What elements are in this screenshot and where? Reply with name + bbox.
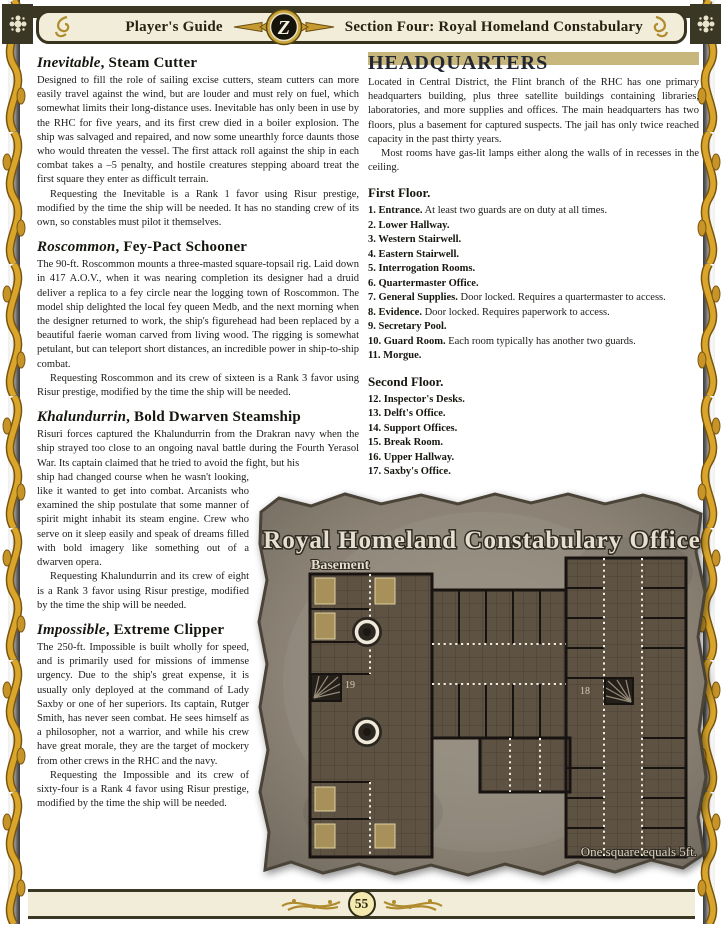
list-item [368,465,699,480]
body-paragraph: The 250-ft. Impossible is built wholly for speed, and is primarily used for missions of immense urgency. Due to the ship's great expense, it is usually only deployed at the command of Lady Saxby or one of her superiors. Its captain, Rutger Smith, has never seen combat. He sees himself as a philosopher, not a warrior, and while his crew have great morale, they are the target of mockery from other crews in the RHC and the navy. [37,641,249,767]
second-floor-list [368,393,699,480]
body-paragraph: Located in Central District, the Flint branch of the RHC has one primary headquarters building, plus three satellite buildings containing libraries, laboratories, and more supplies and offices. The main headquarters has two floors, plus a basement for captured suspects. The jail has only twice reached capacity in the past thirty years. [368,77,699,145]
list-item [368,219,699,234]
list-item [368,335,699,350]
body-paragraph: Most rooms have gas-lit lamps either along the walls of in recesses in the ceiling. [368,148,699,174]
ship-name: Khalundurrin [37,409,127,426]
room-desc: Each room typically has another two guards. [445,335,636,347]
body-paragraph: Requesting the Inevitable is a Rank 1 favor using Risur prestige, modified by the time the ship will be needed. It has no standing crew of its own, so constables must pilot it themselves. [37,188,359,229]
floral-cluster-icon [696,14,716,34]
room-desc: Door locked. Requires paperwork to access. [421,306,610,318]
list-item [368,422,699,437]
body-paragraph: The 90-ft. Roscommon mounts a three-masted square-topsail rig. Laid down in 417 A.O.V., when it was nearing completion its designer had a druid deliver a replica to a fey circle near the logging town of Roscommon. The model ship delighted the local fey queen Medb, and the next morning when the designer returned to work, the ship's figurehead had been replaced by a beautiful faerie woman carved from living wood. The rigging is somewhat petulant, but can teleport short distances, an incredible power in ship-to-ship combat. [37,259,359,370]
body-paragraph: Requesting Khalundurrin and its crew of eight is a Rank 3 favor using Risur prestige, modified by the time the ship will be needed. [37,571,249,611]
body-paragraph: ship had changed course when he wasn't looking, like it wanted to get into combat. Arcanists who examined the ship postulate that some manner of spirit might inhabit its steam engine. Crew who serve on it sleep easily and speak of dreams filled with bold imagery like something out of a dwarven opera. [37,471,249,569]
second-floor-heading: Second Floor. [368,373,444,389]
map-title: Royal Homeland Constabulary Office [263,527,701,554]
list-item [368,320,699,335]
room-label: 5. Interrogation Rooms. [368,263,476,275]
map-scale-note: One square equals 5ft. [580,844,697,859]
page-footer [28,889,695,919]
first-floor-list [368,204,699,364]
section-heading-inevitable [37,55,359,72]
room-number-19: 19 [345,680,355,691]
room-label: 16. Upper Hallway. [368,451,455,463]
room-label: 8. Evidence. [368,306,422,318]
body-paragraph: Requesting Roscommon and its crew of sixteen is a Rank 3 favor using Risur prestige, modified by the time the ship will be needed. [37,372,359,399]
section-heading-roscommon [37,239,359,256]
room-desc: At least two guards are on duty at all times. [422,205,608,217]
round-feature [352,617,382,647]
ship-name: Inevitable [37,55,101,71]
list-item [368,291,699,306]
list-item [368,248,699,263]
room-number-18: 18 [580,686,590,697]
header-banner [36,10,687,44]
text-wrap-beside-map [37,471,249,811]
basement-floorplan-map [253,482,712,888]
ship-name: Roscommon [37,239,116,256]
ship-type: , Steam Cutter [100,55,198,71]
laurel-flourish-icon [280,894,344,914]
room-label: 10. Guard Room. [368,335,446,347]
room-label: 3. Western Stairwell. [368,234,462,246]
ship-type: , Fey-Pact Schooner [115,239,248,256]
stairwell-east [605,678,633,704]
section-heading-khalundurrin [37,409,359,426]
banner-left-title: Player's Guide [125,18,223,35]
list-item [368,277,699,292]
room-label: 6. Quartermaster Office. [368,277,479,289]
list-item [368,204,699,219]
round-feature [352,717,382,747]
list-item [368,393,699,408]
right-column [368,52,699,480]
curl-ornament-icon [53,14,71,40]
page-number: 55 [354,896,369,911]
room-label: 17. Saxby's Office. [368,466,451,478]
section-heading-impossible [37,622,249,639]
headquarters-heading: HEADQUARTERS [368,52,699,74]
floorplan-illustration [253,482,712,882]
room-label: 12. Inspector's Desks. [368,393,465,405]
first-floor-heading: First Floor. [368,185,431,201]
curl-ornament-icon [652,14,670,40]
room-label: 2. Lower Hallway. [368,219,450,231]
room-label: 1. Entrance. [368,205,423,217]
list-item [368,262,699,277]
room-label: 7. General Supplies. [368,292,458,304]
logo-letter: Z [277,17,290,39]
list-item [368,306,699,321]
list-item [368,451,699,466]
list-item [368,407,699,422]
ship-type: , Extreme Clipper [105,621,225,638]
banner-right-title: Section Four: Royal Homeland Constabulary [344,18,643,35]
list-item [368,233,699,248]
page-header [28,0,695,52]
floral-cluster-icon [8,14,28,34]
laurel-flourish-icon [380,894,444,914]
ship-type: , Bold Dwarven Steamship [126,409,301,426]
room-label: 15. Break Room. [368,437,444,449]
room-label: 9. Secretary Pool. [368,321,447,333]
list-item [368,349,699,364]
basement-label: Basement [311,558,370,573]
banner-left-curl [53,14,71,40]
stairwell-west [311,674,341,701]
room-label: 13. Delft's Office. [368,408,446,420]
list-item [368,436,699,451]
left-ornamental-border [0,0,28,924]
page-number-badge [348,890,376,918]
room-label: 4. Eastern Stairwell. [368,248,459,260]
zeitgeist-logo-icon [232,8,336,46]
body-paragraph: Designed to fill the role of sailing excise cutters, steam cutters can more easily travel against the wind, but are louder and must rely on fuel, which somewhat limits their long-distance uses. Inevitable has only been in use by the RHC for five years, and its first crew died in a boiler explosion. The ship was salvaged and repaired, and now some unearthly force daunts those who would threaten the vessel. The first attack roll against the ship in each combat takes a –5 penalty, and hostile creatures stepping aboard treat the first square they enter as difficult terrain. [37,75,359,186]
gold-vine-pole-icon [0,0,28,924]
room-desc: Door locked. Requires a quartermaster to access. [457,292,666,304]
ship-name: Impossible [37,621,106,638]
room-label: 11. Morgue. [368,350,422,362]
body-paragraph: Requesting the Impossible and its crew of sixty-four is a Rank 4 favor using Risur prestige, modified by the time the ship will be needed. [37,769,249,810]
body-paragraph: Risuri forces captured the Khalundurrin from the Drakran navy when the ship strayed too close to an ongoing naval battle during the Fourth Yerasol War. Its captain claimed that he tried to avoid the fight, but his [37,429,359,469]
room-label: 14. Support Offices. [368,422,458,434]
